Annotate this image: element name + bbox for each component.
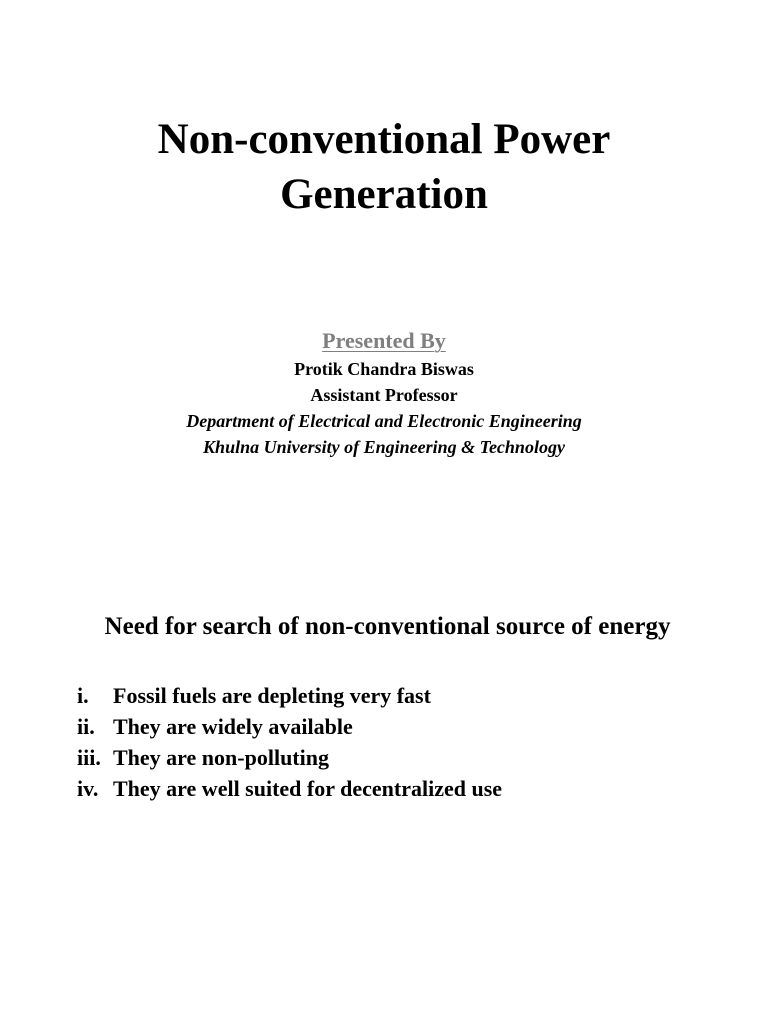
list-item — [77, 742, 502, 773]
slide-title-line-1: Non-conventional Power — [157, 116, 611, 163]
presenter-university: Khulna University of Engineering & Technology — [203, 437, 565, 457]
slide-title — [0, 112, 768, 222]
list-item-text: They are non-polluting — [113, 745, 329, 770]
list-item-number: iv. — [77, 776, 99, 801]
presenter-block — [0, 326, 768, 460]
presented-by-heading: Presented By — [322, 328, 446, 353]
list-item — [77, 711, 502, 742]
list-item-text: They are widely available — [113, 714, 353, 739]
presenter-position: Assistant Professor — [310, 385, 458, 405]
list-item-number: iii. — [77, 745, 101, 770]
presenter-department: Department of Electrical and Electronic Engineering — [186, 411, 582, 431]
list-item-number: ii. — [77, 714, 95, 739]
list-item-text: Fossil fuels are depleting very fast — [113, 683, 431, 708]
list-item-number: i. — [77, 683, 89, 708]
slide-title-line-2: Generation — [280, 171, 488, 218]
presenter-name: Protik Chandra Biswas — [294, 359, 474, 379]
section-heading: Need for search of non-conventional source of energy — [104, 613, 671, 640]
list-item-text: They are well suited for decentralized use — [113, 776, 503, 801]
list-item — [77, 773, 502, 804]
list-item — [77, 680, 502, 711]
reasons-list — [77, 680, 502, 804]
